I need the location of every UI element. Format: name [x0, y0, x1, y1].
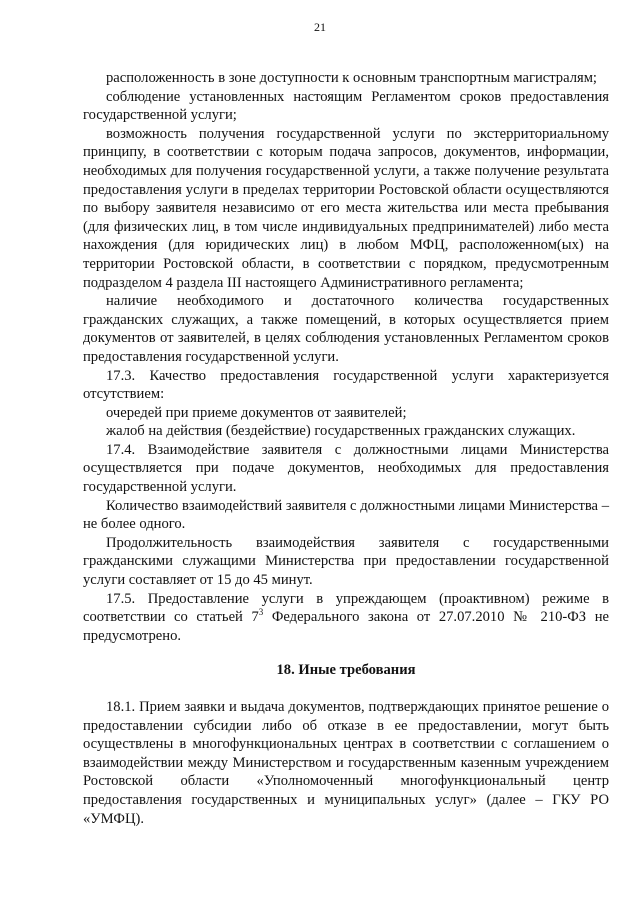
article-superscript: 3 — [258, 607, 264, 618]
paragraph-interaction-count: Количество взаимодействий заявителя с должностными лицами Министерства – не более одного. — [83, 497, 609, 533]
paragraph-17-5 — [83, 590, 609, 646]
document-body — [83, 69, 609, 828]
paragraph-17-3: 17.3. Качество предоставления государственной услуги характеризуется отсутствием: — [83, 367, 609, 403]
paragraph-interaction-duration: Продолжительность взаимодействия заявителя с государственными гражданскими служащими Министерства при предоставлении государственной услуги составляет от 15 до 45 минут. — [83, 534, 609, 589]
page-number: 21 — [314, 20, 326, 34]
paragraph-transport-access: расположенность в зоне доступности к основным транспортным магистралям; — [106, 70, 597, 86]
paragraph-18-1: 18.1. Прием заявки и выдача документов, подтверждающих принятое решение о предоставлении субсидии либо об отказе в ее предоставлении, могут быть осуществлены в многофункциональных центрах в соответствии с соглашением о взаимодействии между Министерством и государственным казенным учреждением Ростовской области «Уполномоченный многофункциональный центр предоставления государственных и муниципальных услуг» (далее – ГКУ РО «УМФЦ). — [83, 699, 609, 827]
paragraph-no-complaints: жалоб на действия (бездействие) государственных гражданских служащих. — [106, 423, 576, 440]
paragraph-17-5-start: 17.5. Предоставление услуги в упреждающем (проактивном) режиме в соответствии со статьей 7 — [83, 590, 609, 626]
paragraph-staff-premises: наличие необходимого и достаточного количества государственных гражданских служащих, а также помещений, в которых осуществляется прием документов от заявителей, в целях соблюдения установленных Регламентом сроков предоставления государственной услуги. — [83, 293, 609, 365]
paragraph-no-queues: очередей при приеме документов от заявителей; — [106, 404, 407, 421]
paragraph-17-4: 17.4. Взаимодействие заявителя с должностными лицами Министерства осуществляется при подаче документов, необходимых для предоставления государственной услуги. — [83, 441, 609, 496]
paragraph-deadlines: соблюдение установленных настоящим Регламентом сроков предоставления государственной услуги; — [83, 88, 609, 124]
section-heading: 18. Иные требования — [276, 662, 416, 679]
paragraph-extraterritorial: возможность получения государственной услуги по экстерриториальному принципу, в соответствии с которым подача запросов, документов, информации, необходимых для получения государственной услуги, а также получение результата предоставления услуги в пределах территории Ростовской области осуществляются по выбору заявителя независимо от его места жительства или места пребывания (для физических лиц, в том числе индивидуальных предпринимателей) либо места нахождения (для юридических лиц) в любом МФЦ, расположенном(ых) на территории Ростовской области, в соответствии с порядком, предусмотренным подразделом 4 раздела III настоящего Административного регламента; — [83, 125, 609, 291]
paragraph-17-5-end: Федерального закона от 27.07.2010 № 210-ФЗ не предусмотрено. — [83, 609, 609, 644]
